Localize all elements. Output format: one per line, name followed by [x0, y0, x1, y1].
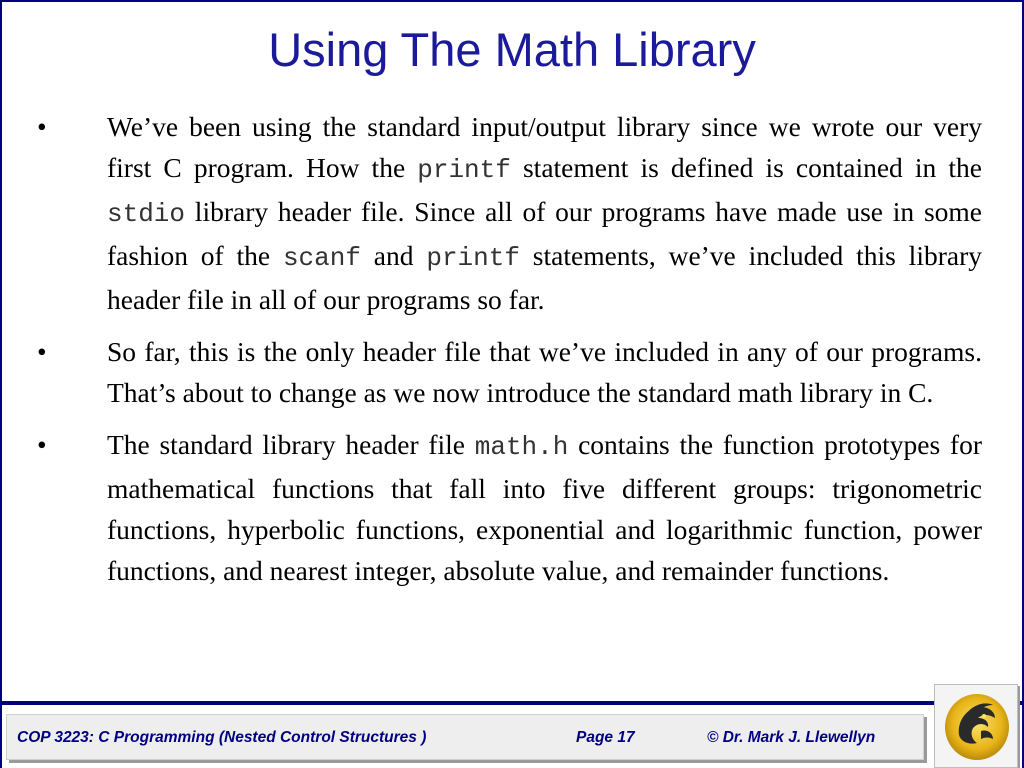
footer-author: © Dr. Mark J. Llewellyn [707, 729, 876, 746]
pegasus-logo-icon [934, 684, 1018, 768]
bullet-text: The standard library header file [107, 429, 475, 460]
footer-divider [2, 701, 1022, 705]
bullet-item [32, 331, 982, 413]
bullet-list [32, 106, 982, 602]
footer-course-title: COP 3223: C Programming (Nested Control Structures ) [17, 729, 427, 746]
bullet-marker: • [37, 429, 47, 460]
bullet-text: statements, we’ve included this library header file in all of our programs so far. [107, 240, 982, 315]
bullet-text: statement is defined is contained in the [510, 152, 982, 183]
code-keyword: printf [426, 243, 520, 273]
bullet-item [32, 424, 982, 591]
code-keyword: scanf [282, 243, 361, 273]
bullet-text: contains the function prototypes for mathematical functions that fall into five different groups: trigonometric functions, hyperbolic functions, exponential and logarithmic function, power functions, and nearest integer, absolute value, and remainder functions. [107, 429, 982, 586]
bullet-marker: • [37, 336, 47, 367]
bullet-text: and [360, 240, 427, 271]
footer-bar [6, 714, 924, 760]
code-keyword: printf [417, 155, 511, 185]
bullet-text: library header file. Since all of our programs have made use in some fashion of the [107, 196, 982, 271]
bullet-text: We’ve been using the standard input/output library since we wrote our very first C program. How the [107, 111, 982, 183]
code-keyword: math.h [474, 432, 569, 462]
footer-page-number: Page 17 [576, 729, 635, 746]
bullet-item [32, 106, 982, 320]
bullet-marker: • [37, 111, 47, 142]
pegasus-logo-graphic [937, 687, 1015, 765]
code-keyword: stdio [107, 199, 186, 229]
slide-title: Using The Math Library [268, 23, 756, 76]
bullet-text: So far, this is the only header file that we’ve included in any of our programs. That’s about to change as we now introduce the standard math library in C. [107, 336, 982, 408]
